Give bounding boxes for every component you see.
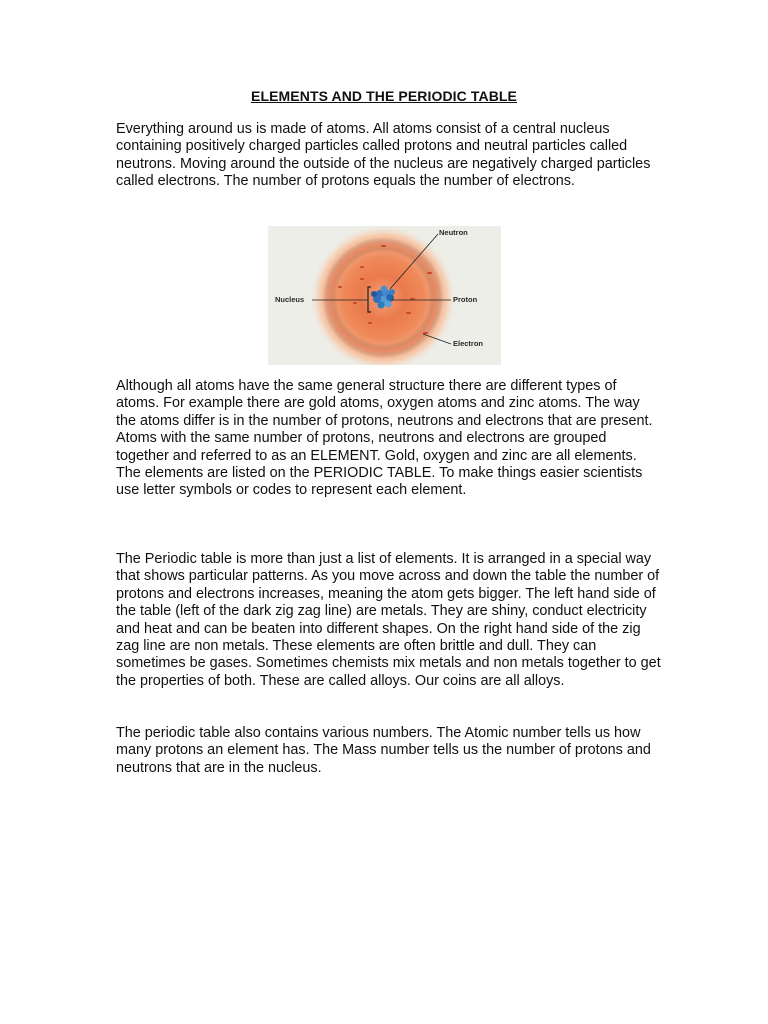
label-neutron: Neutron [439,228,468,237]
paragraph-numbers: The periodic table also contains various numbers. The Atomic number tells us how many protons an element has. The Mass number tells us the number of protons and neutrons that are in the nucleus. [116,725,651,776]
atom-diagram-svg [268,226,501,365]
label-electron: Electron [453,339,484,348]
label-nucleus: Nucleus [275,295,305,304]
atom-diagram [268,226,501,365]
document-title: ELEMENTS AND THE PERIODIC TABLE [251,88,517,104]
paragraph-intro: Everything around us is made of atoms. All atoms consist of a central nucleus containing positively charged particles called protons and neutral particles called neutrons. Moving around the outside of the nucleus are negatively charged particles called electrons. The number of protons equals the number of electrons. [116,121,651,190]
paragraph-elements: Although all atoms have the same general structure there are different types of atoms. For example there are gold atoms, oxygen atoms and zinc atoms. The way the atoms differ is in the number of protons, neutrons and electrons that are present. Atoms with the same number of protons, neutrons and electrons are grouped together and referred to as an ELEMENT. Gold, oxygen and zinc are all elements. The elements are listed on the PERIODIC TABLE. To make things easier scientists use letter symbols or codes to represent each element. [116,378,653,499]
paragraph-periodic-table: The Periodic table is more than just a list of elements. It is arranged in a special way that shows particular patterns. As you move across and down the table the number of protons and electrons increases, meaning the atom gets bigger. The left hand side of the table (left of the dark zig zag line) are metals. They are shiny, conduct electricity and heat and can be beaten into different shapes. On the right hand side of the zig zag line are non metals. These elements are often brittle and dull. They can sometimes be gases. Sometimes chemists mix metals and non metals together to get the properties of both. These are called alloys. Our coins are all alloys. [116,551,661,689]
label-proton: Proton [453,295,478,304]
